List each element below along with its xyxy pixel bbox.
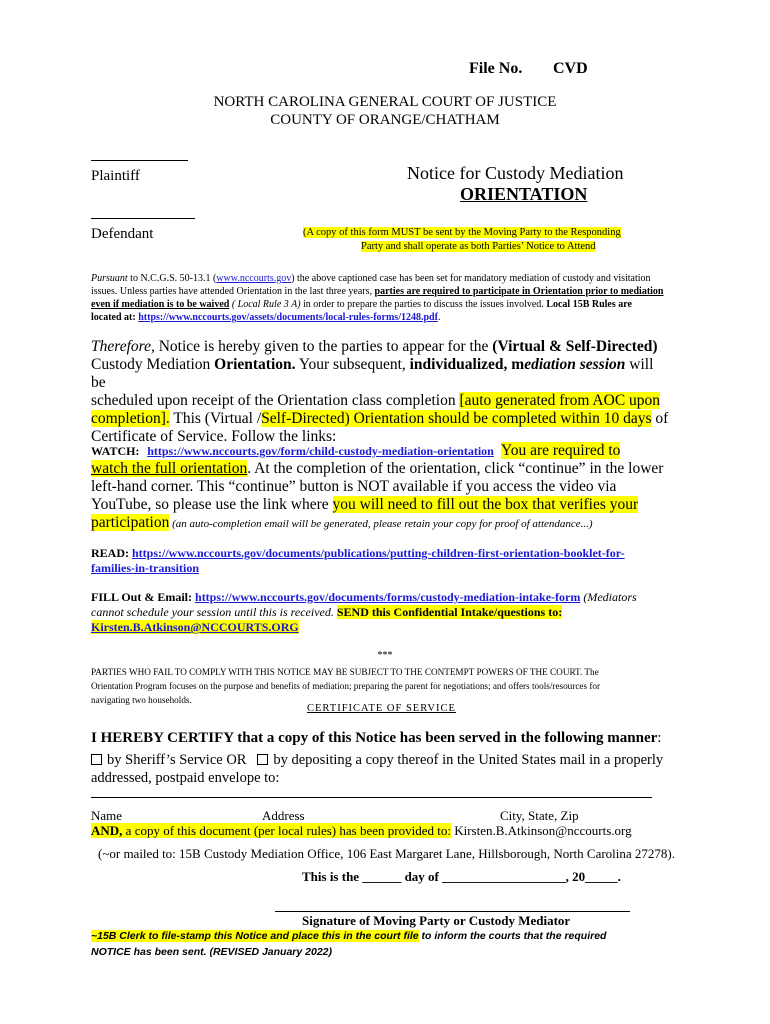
mailed-address: (~or mailed to: 15B Custody Mediation Office, 106 East Margaret Lane, Hillsborough, North Carolina 27278). — [98, 846, 676, 861]
notice-title: Notice for Custody Mediation — [407, 163, 624, 183]
plaintiff-line — [91, 160, 188, 161]
plaintiff-label: Plaintiff — [91, 168, 140, 184]
defendant-line — [91, 218, 195, 219]
signature-line — [275, 911, 630, 912]
cvd-label: CVD — [553, 60, 588, 77]
intake-form-link[interactable]: https://www.nccourts.gov/documents/forms/custody-mediation-intake-form — [195, 590, 581, 604]
pursuant-paragraph: Pursuant to N.C.G.S. 50-13.1 (www.nccourts.gov) the above captioned case has been set for mandatory mediation of custody and visitation issues. Unless parties have attended Orientation in the last three years, parties are required to participate in Orientation prior to mediation even if mediation is to be waived ( Local Rule 3 A) in order to prepare the parties to discuss the issues involved. Local 15B Rules are located at: https://www.nccourts.gov/assets/documents/local-rules-forms/1248.pdf. — [91, 273, 664, 323]
certify-statement: I HEREBY CERTIFY that a copy of this Notice has been served in the following manner: — [91, 730, 662, 746]
copy-note-2: Party and shall operate as both Parties’ Notice to Attend — [361, 241, 596, 252]
address-column: Address — [262, 808, 305, 823]
orientation-title: ORIENTATION — [460, 184, 588, 204]
nccourts-link[interactable]: www.nccourts.gov — [216, 273, 292, 284]
fill-paragraph: FILL Out & Email: https://www.nccourts.gov/documents/forms/custody-mediation-intake-form (Mediators cannot schedule your session until this is received. SEND this Confidential Intake/questions to: Kirsten.B.Atkinson@NCCOURTS.ORG — [91, 590, 637, 634]
file-no-label: File No. — [469, 60, 523, 77]
watch-paragraph: WATCH: https://www.nccourts.gov/form/child-custody-mediation-orientation You are required to watch the full orientation. At the completion of the orientation, click “continue” in the lower left-hand corner. This “continue” button is NOT available if you access the video via YouTube, so please use the link where you will need to fill out the box that verifies your participation (an auto-completion email will be generated, please retain your copy for proof of attendance...) — [91, 442, 664, 531]
sheriff-checkbox[interactable] — [91, 754, 102, 765]
address-line — [91, 797, 652, 798]
mail-checkbox[interactable] — [257, 754, 268, 765]
and-provided: AND, a copy of this document (per local rules) has been provided to: Kirsten.B.Atkinson@nccourts.org — [91, 823, 632, 838]
local-rules-link[interactable]: https://www.nccourts.gov/assets/documents/local-rules-forms/1248.pdf — [138, 312, 438, 323]
therefore-paragraph: Therefore, Notice is hereby given to the parties to appear for the (Virtual & Self-Directed) Custody Mediation Orientation. Your subsequent, individualized, mediation session will be scheduled upon receipt of the Orientation class completion [auto generated from AOC upon completion]. This (Virtual /Self-Directed) Orientation should be completed within 10 days of Certificate of Service. Follow the links: — [91, 338, 669, 445]
name-column: Name — [91, 808, 123, 823]
clerk-instructions: ~15B Clerk to file-stamp this Notice and place this in the court file to inform the courts that the required NOTICE has been sent. (REVISED January 2022) — [91, 930, 607, 958]
watch-link[interactable]: https://www.nccourts.gov/form/child-custody-mediation-orientation — [147, 444, 494, 458]
county-name: COUNTY OF ORANGE/CHATHAM — [270, 112, 500, 128]
service-options: by Sheriff’s Service OR by depositing a copy thereof in the United States mail in a properly addressed, postpaid envelope to: — [91, 752, 664, 786]
booklet-link-cont[interactable]: families-in-transition — [91, 561, 199, 575]
email-link[interactable]: Kirsten.B.Atkinson@NCCOURTS.ORG — [91, 620, 299, 634]
copy-note-1: (A copy of this form MUST be sent by the Moving Party to the Responding — [303, 227, 621, 238]
date-line: This is the ______ day of ___________________, 20_____. — [302, 869, 621, 884]
signature-label: Signature of Moving Party or Custody Mediator — [302, 913, 571, 928]
certificate-heading: CERTIFICATE OF SERVICE — [307, 703, 456, 714]
court-name: NORTH CAROLINA GENERAL COURT OF JUSTICE — [213, 94, 557, 110]
booklet-link[interactable]: https://www.nccourts.gov/documents/publications/putting-children-first-orientation-booklet-for- — [132, 546, 625, 560]
stars: *** — [377, 650, 393, 661]
defendant-label: Defendant — [91, 226, 154, 242]
contempt-warning: PARTIES WHO FAIL TO COMPLY WITH THIS NOTICE MAY BE SUBJECT TO THE CONTEMPT POWERS OF THE COURT. The Orientation Program focuses on the purpose and benefits of mediation; preparing the parent for negotiations; and offers tools/resources for navigating two households. — [91, 667, 601, 705]
city-column: City, State, Zip — [500, 808, 579, 823]
read-paragraph: READ: https://www.nccourts.gov/documents/publications/putting-children-first-orientation-booklet-for- families-in-transition — [91, 546, 625, 575]
